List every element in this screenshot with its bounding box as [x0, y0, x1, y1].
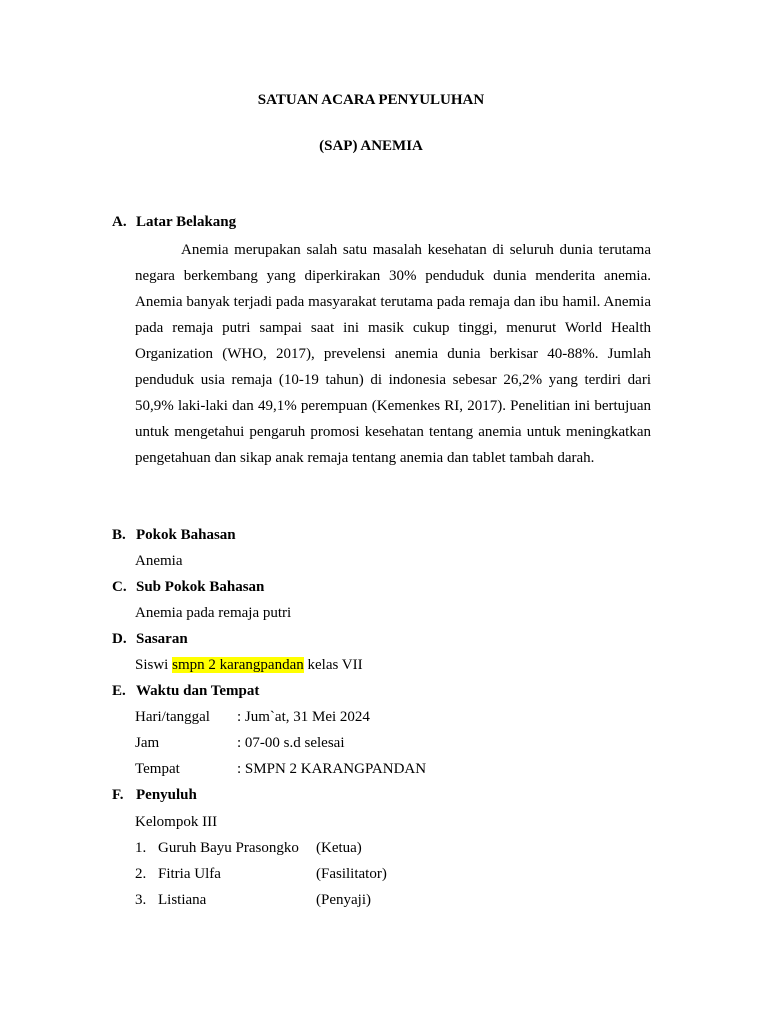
section-a-title: Latar Belakang: [136, 214, 237, 230]
document-title: SATUAN ACARA PENYULUHAN: [257, 92, 485, 108]
section-a-heading: [112, 214, 236, 231]
list-number: 1.: [135, 840, 147, 856]
group-name: Kelompok III: [135, 814, 218, 830]
section-d-pre: Siswi: [135, 657, 173, 673]
section-c-title: Sub Pokok Bahasan: [136, 579, 265, 595]
section-c-letter: C.: [112, 579, 127, 595]
schedule-row: [135, 735, 344, 752]
member-role: (Fasilitator): [316, 866, 387, 882]
section-b-heading: [112, 527, 236, 544]
member-name: Listiana: [158, 892, 207, 908]
schedule-key: Hari/tanggal: [135, 709, 210, 725]
document-subtitle: (SAP) ANEMIA: [319, 138, 423, 154]
section-a-letter: A.: [112, 214, 127, 230]
list-item: [135, 840, 362, 857]
section-e-title: Waktu dan Tempat: [136, 683, 260, 699]
section-b-letter: B.: [112, 527, 126, 543]
section-b-content: Anemia: [135, 553, 183, 569]
member-role: (Penyaji): [316, 892, 371, 908]
section-d-content: [135, 657, 363, 674]
list-item: [135, 866, 387, 883]
list-item: [135, 892, 371, 909]
schedule-row: [135, 761, 426, 778]
section-d-heading: [112, 631, 188, 648]
member-name: Guruh Bayu Prasongko: [158, 840, 299, 856]
schedule-key: Tempat: [135, 761, 180, 777]
section-a-paragraph: Anemia merupakan salah satu masalah kesehatan di seluruh dunia terutama negara berkembang yang diperkirakan 30% penduduk dunia menderita anemia. Anemia banyak terjadi pada masyarakat terutama pada remaja dan ibu hamil. Anemia pada remaja putri sampai saat ini masik cukup tinggi, menurut World Health Organization (WHO, 2017), prevelensi anemia dunia berkisar 40-88%. Jumlah penduduk usia remaja (10-19 tahun) di indonesia sebesar 26,2% yang terdiri dari 50,9% laki-laki dan 49,1% perempuan (Kemenkes RI, 2017). Penelitian ini bertujuan untuk mengetahui pengaruh promosi kesehatan tentang anemia untuk meningkatkan pengetahuan dan sikap anak remaja tentang anemia dan tablet tambah darah.: [135, 242, 651, 466]
member-name: Fitria Ulfa: [158, 866, 221, 882]
section-e-heading: [112, 683, 259, 700]
section-f-title: Penyuluh: [136, 787, 197, 803]
schedule-row: [135, 709, 370, 726]
section-e-letter: E.: [112, 683, 126, 699]
section-b-title: Pokok Bahasan: [136, 527, 236, 543]
list-number: 3.: [135, 892, 147, 908]
section-d-title: Sasaran: [136, 631, 188, 647]
section-c-content: Anemia pada remaja putri: [135, 605, 292, 621]
list-number: 2.: [135, 866, 147, 882]
schedule-key: Jam: [135, 735, 160, 751]
section-f-heading: [112, 787, 197, 804]
section-c-heading: [112, 579, 264, 596]
section-d-post: kelas VII: [303, 657, 363, 673]
section-d-letter: D.: [112, 631, 127, 647]
section-f-letter: F.: [112, 787, 124, 803]
schedule-value: : 07-00 s.d selesai: [237, 735, 345, 751]
schedule-value: : Jum`at, 31 Mei 2024: [237, 709, 370, 725]
member-role: (Ketua): [316, 840, 362, 856]
schedule-value: : SMPN 2 KARANGPANDAN: [237, 761, 427, 777]
highlighted-school-name: smpn 2 karangpandan: [172, 657, 304, 673]
